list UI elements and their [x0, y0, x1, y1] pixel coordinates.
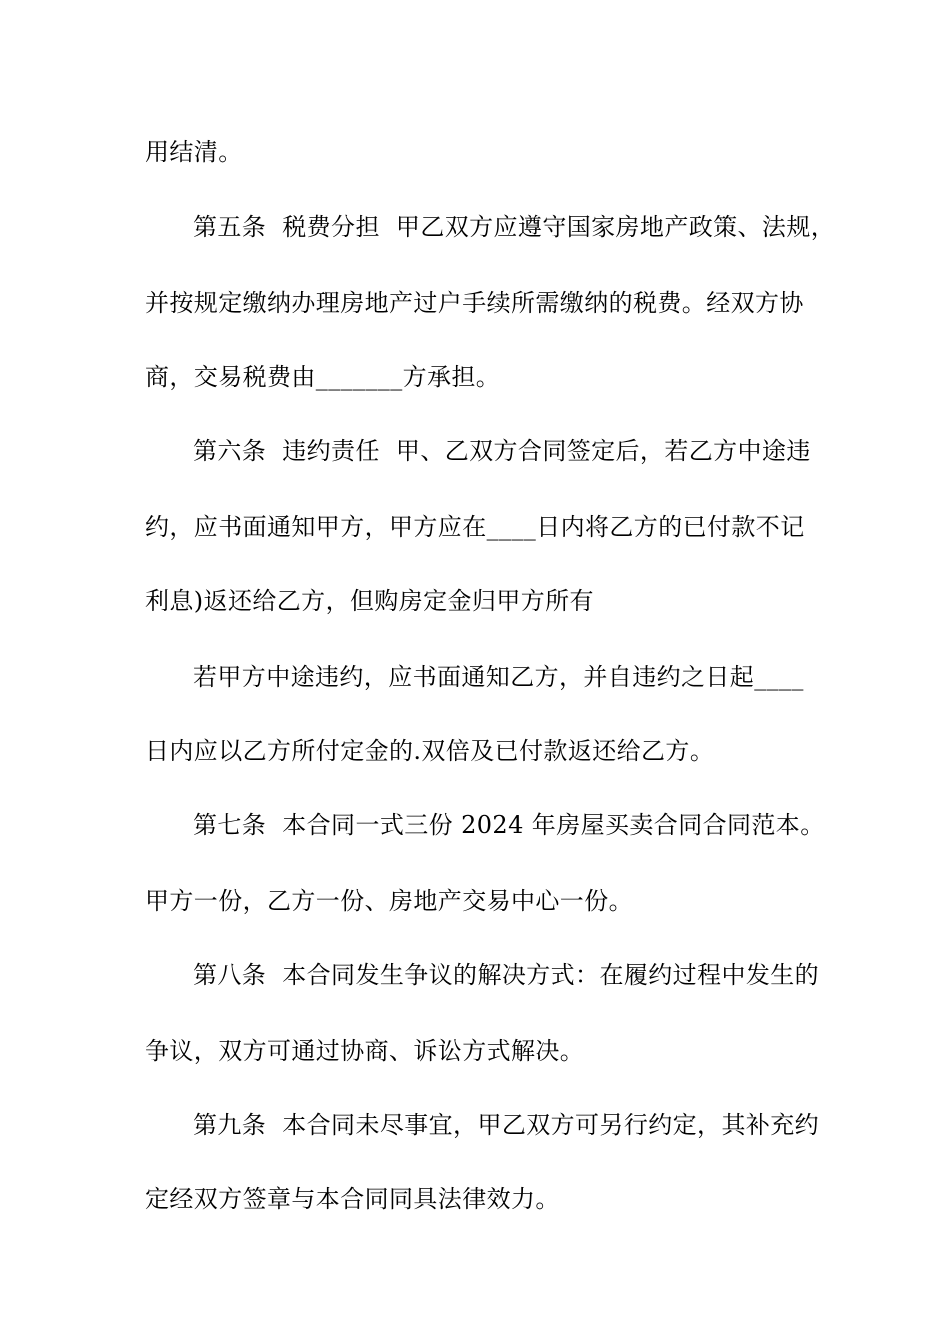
text-line-11: 甲方一份，乙方一份、房地产交易中心一份。 — [145, 887, 633, 915]
text-line-12: 第八条 本合同发生争议的解决方式：在履约过程中发生的 — [193, 961, 820, 989]
text-line-2: 第五条 税费分担 甲乙双方应遵守国家房地产政策、法规， — [193, 213, 836, 241]
text-line-7: 利息)返还给乙方，但购房定金归甲方所有 — [145, 587, 594, 615]
text-line-1: 用结清。 — [145, 138, 243, 166]
text-line-8: 若甲方中途违约，应书面通知乙方，并自违约之日起____ — [193, 663, 804, 691]
text-line-6: 约，应书面通知甲方，甲方应在____日内将乙方的已付款不记 — [145, 513, 805, 541]
text-line-5: 第六条 违约责任 甲、乙双方合同签定后，若乙方中途违 — [193, 437, 811, 465]
text-line-4: 商，交易税费由_______方承担。 — [145, 363, 501, 391]
text-line-13: 争议，双方可通过协商、诉讼方式解决。 — [145, 1037, 585, 1065]
text-line-3: 并按规定缴纳办理房地产过户手续所需缴纳的税费。经双方协 — [145, 289, 804, 317]
text-line-14: 第九条 本合同未尽事宜，甲乙双方可另行约定，其补充约 — [193, 1111, 820, 1139]
text-line-10: 第七条 本合同一式三份 2024 年房屋买卖合同合同范本。 — [193, 811, 825, 839]
text-line-15: 定经双方签章与本合同同具法律效力。 — [145, 1185, 560, 1213]
text-line-9: 日内应以乙方所付定金的.双倍及已付款返还给乙方。 — [145, 737, 715, 765]
